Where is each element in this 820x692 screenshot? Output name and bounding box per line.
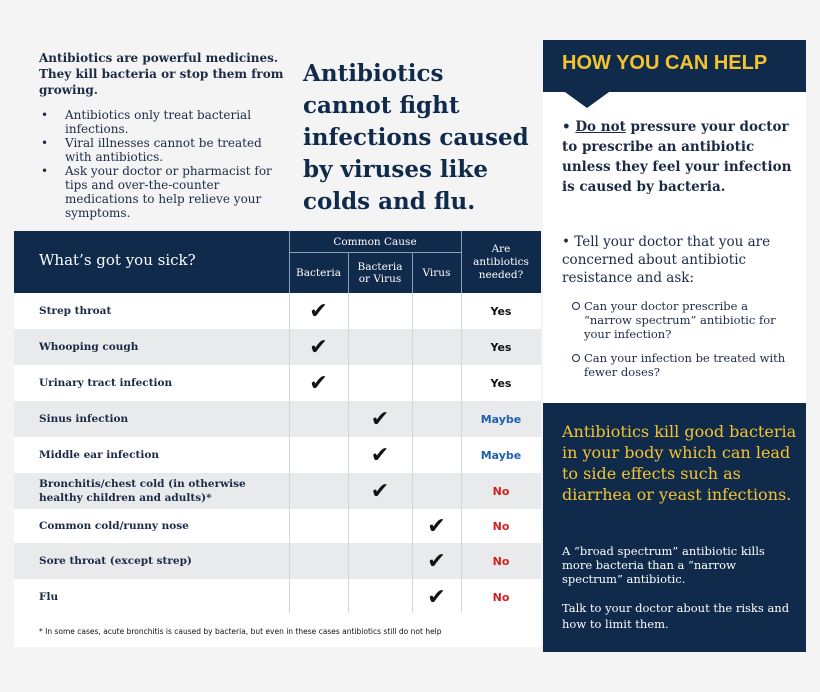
column-divider bbox=[461, 293, 462, 613]
intro-bullet: • Viral illnesses cannot be treated with antibiotics. bbox=[39, 136, 284, 164]
illness-label: Flu bbox=[39, 591, 59, 603]
antibiotics-needed-answer: No bbox=[492, 519, 510, 533]
antibiotics-needed-answer: No bbox=[492, 484, 510, 498]
intro-bullet: • Ask your doctor or pharmacist for tips and over-the-counter medications to help relieve your symptoms. bbox=[39, 164, 284, 220]
table-header bbox=[14, 231, 541, 293]
header-virus: Virus bbox=[422, 267, 451, 279]
checkmark-icon: ✔ bbox=[370, 442, 390, 468]
column-divider bbox=[348, 293, 349, 613]
antibiotics-needed-answer: No bbox=[492, 554, 510, 568]
header-common-cause: Common Cause bbox=[289, 231, 461, 253]
help-title: HOW YOU CAN HELP bbox=[562, 52, 768, 74]
header-antibiotics-needed bbox=[461, 231, 541, 293]
antibiotics-needed-answer: Yes bbox=[490, 376, 512, 390]
headline: Antibiotics cannot fight infections caused by viruses like colds and flu. bbox=[303, 60, 529, 215]
illness-label: Sinus infection bbox=[39, 413, 129, 425]
column-divider bbox=[412, 293, 413, 613]
illness-table bbox=[14, 231, 541, 647]
tip1-bullet: • bbox=[562, 119, 576, 135]
illness-label: Middle ear infection bbox=[39, 449, 159, 461]
help-panel bbox=[543, 92, 806, 403]
illness-label: Sore throat (except strep) bbox=[39, 555, 192, 567]
header-bacteria-or-virus-line2: or Virus bbox=[358, 273, 402, 285]
column-divider bbox=[289, 293, 290, 613]
checkmark-icon: ✔ bbox=[370, 406, 390, 432]
checkmark-icon: ✔ bbox=[309, 298, 328, 324]
header-needed-line2: antibiotics bbox=[473, 255, 529, 268]
tip1-do-not: Do not bbox=[575, 119, 626, 135]
header-bacteria: Bacteria bbox=[296, 267, 341, 279]
intro-heading: Antibiotics are powerful medicines. They kill bacteria or stop them from growing. bbox=[39, 51, 284, 97]
side-effects-heading: Antibiotics kill good bacteria in your body which can lead to side effects such as diarrhea or yeast infections. bbox=[562, 422, 797, 504]
illness-label: Bronchitis/chest cold (in otherwise healthy children and adults)* bbox=[39, 478, 246, 504]
illness-label: Urinary tract infection bbox=[39, 377, 173, 389]
antibiotics-needed-answer: Yes bbox=[490, 340, 512, 354]
broad-spectrum-note: A “broad spectrum” antibiotic kills more bacteria than a “narrow spectrum” antibiotic. bbox=[562, 544, 765, 586]
antibiotics-needed-answer: No bbox=[492, 590, 510, 604]
help-tip-pressure bbox=[562, 117, 798, 197]
help-banner-pointer bbox=[565, 92, 609, 108]
intro-bullet: • Antibiotics only treat bacterial infections. bbox=[39, 108, 284, 136]
intro-block bbox=[39, 50, 284, 220]
checkmark-icon: ✔ bbox=[427, 584, 446, 610]
checkmark-icon: ✔ bbox=[309, 370, 328, 396]
help-banner bbox=[543, 40, 806, 92]
help-question-fewer-doses: Can your infection be treated with fewer doses? bbox=[572, 351, 797, 379]
header-bacteria-or-virus-line1: Bacteria bbox=[357, 261, 403, 273]
intro-bullet-list bbox=[39, 108, 284, 220]
antibiotics-needed-answer: Maybe bbox=[480, 412, 522, 426]
header-needed-line1: Are bbox=[491, 242, 511, 255]
header-bacteria-or-virus bbox=[348, 253, 412, 293]
antibiotics-needed-answer: Maybe bbox=[480, 448, 522, 462]
help-tip-ask: • Tell your doctor that you are concerned about antibiotic resistance and ask: bbox=[562, 234, 771, 286]
side-effects-panel bbox=[543, 403, 806, 652]
illness-label: Whooping cough bbox=[39, 341, 139, 353]
checkmark-icon: ✔ bbox=[427, 513, 446, 539]
checkmark-icon: ✔ bbox=[427, 548, 446, 574]
header-needed-line3: needed? bbox=[478, 268, 524, 281]
footnote: * In some cases, acute bronchitis is caused by bacteria, but even in these cases antibiotics still do not help bbox=[39, 627, 442, 636]
help-question-narrow-spectrum: Can your doctor prescribe a “narrow spectrum” antibiotic for your infection? bbox=[572, 299, 797, 341]
illness-label: Strep throat bbox=[39, 305, 112, 317]
antibiotics-needed-answer: Yes bbox=[490, 304, 512, 318]
checkmark-icon: ✔ bbox=[370, 478, 390, 504]
talk-to-doctor-note: Talk to your doctor about the risks and how to limit them. bbox=[562, 601, 790, 631]
tip1-text: pressure your doctor to prescribe an antibiotic unless they feel your infection is caused by bacteria. bbox=[562, 119, 792, 195]
checkmark-icon: ✔ bbox=[309, 334, 328, 360]
illness-label: Common cold/runny nose bbox=[39, 520, 189, 532]
header-whats-got-you-sick: What’s got you sick? bbox=[39, 251, 196, 269]
